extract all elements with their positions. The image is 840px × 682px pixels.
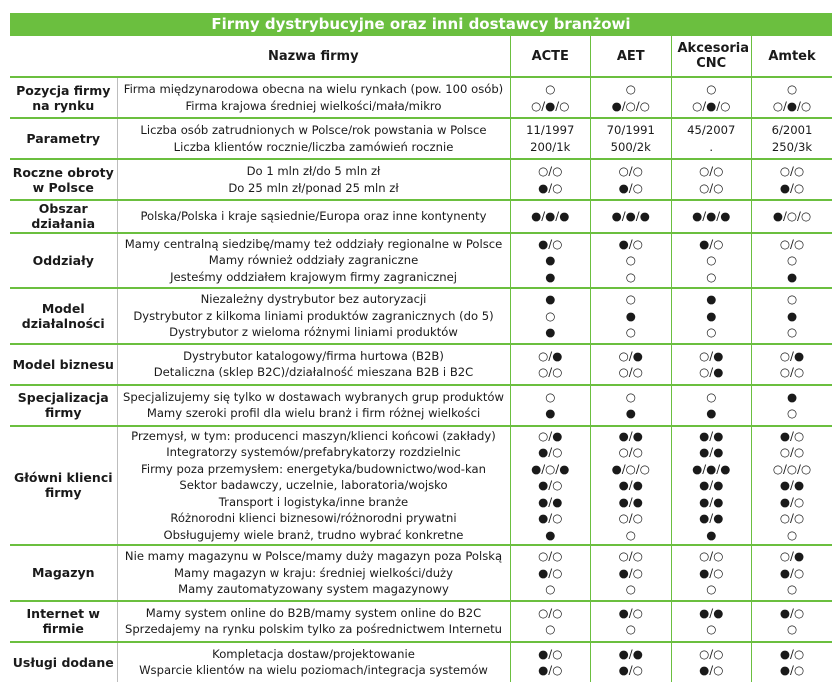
row-description: Sprzedajemy na rynku polskim tylko za pośrednictwem Internetu — [124, 622, 503, 636]
rating-value: ○/○ — [618, 549, 643, 563]
header-row — [10, 36, 832, 77]
rating-value: ●/○ — [699, 236, 724, 251]
rating-value: ○/●/○ — [692, 98, 731, 113]
row-description: Nie mamy magazynu w Polsce/mamy duży magazyn poza Polską — [124, 549, 503, 563]
row-description: Mamy zautomatyzowany system magazynowy — [178, 582, 449, 596]
header-blank — [10, 36, 117, 77]
value-cell-akcesoria-cnc — [671, 344, 752, 385]
rating-value: ○ — [786, 325, 798, 339]
rating-value: ○ — [786, 582, 798, 596]
rating-value: ○ — [625, 269, 636, 284]
rating-value: ○ — [706, 622, 717, 636]
rating-value: ● — [545, 253, 556, 267]
description-cell — [117, 642, 510, 682]
rating-value: ● — [706, 308, 717, 323]
rating-value: ● — [625, 406, 636, 420]
rating-value: ●/● — [538, 494, 563, 509]
rating-value: ●/○ — [779, 663, 805, 677]
comparison-table-panel — [10, 13, 832, 682]
rating-value: ●/○ — [618, 180, 643, 195]
rating-value: ○ — [786, 622, 798, 636]
rating-value: ● — [625, 308, 636, 323]
category-label: Obszar działania — [10, 200, 117, 233]
rating-value: ●/● — [618, 428, 643, 443]
value-cell-akcesoria-cnc — [671, 426, 752, 546]
category-label: Oddziały — [10, 233, 117, 289]
value-cell-aet — [591, 200, 672, 233]
rating-value: ○/○ — [779, 445, 805, 459]
row-description: Detaliczna (sklep B2C)/działalność mieszana B2B i B2C — [153, 365, 474, 379]
value-cell-amtek — [752, 118, 833, 159]
rating-value: ○/○/○ — [772, 461, 812, 476]
rating-value: ○/○ — [779, 511, 805, 525]
rating-value: ●/● — [699, 445, 724, 459]
header-company-akcesoria-cnc: Akcesoria CNC — [671, 36, 752, 77]
rating-value: ○/○ — [618, 365, 643, 379]
description-cell — [117, 77, 510, 118]
table-row-group — [10, 233, 832, 289]
rating-value: ● — [786, 389, 798, 404]
value-cell-akcesoria-cnc — [671, 200, 752, 233]
rating-value: ○ — [545, 622, 556, 636]
header-company-name: Nazwa firmy — [117, 36, 510, 77]
rating-value: ●/○ — [779, 605, 805, 620]
rating-value: ●/● — [699, 511, 724, 525]
rating-value: ○ — [625, 253, 636, 267]
rating-value: ●/● — [699, 494, 724, 509]
row-description: Mamy centralną siedzibę/mamy też oddziały regionalne w Polsce — [124, 236, 503, 251]
table-row-group — [10, 118, 832, 159]
rating-value: ○ — [786, 406, 798, 420]
header-company-acte: ACTE — [510, 36, 591, 77]
value-cell-aet — [591, 601, 672, 642]
rating-value: ●/● — [618, 478, 643, 492]
rating-value: ●/○ — [538, 445, 563, 459]
description-cell — [117, 118, 510, 159]
category-label: Pozycja firmy na rynku — [10, 77, 117, 118]
row-description: Liczba osób zatrudnionych w Polsce/rok powstania w Polsce — [140, 123, 487, 137]
rating-value: ○/○ — [618, 164, 643, 178]
rating-value: ○/● — [538, 348, 563, 363]
value-cell-akcesoria-cnc — [671, 233, 752, 289]
rating-value: ●/○ — [779, 428, 805, 443]
rating-value: ○/○ — [699, 164, 724, 178]
rating-value: ○/○ — [538, 365, 563, 379]
rating-value: ○/● — [779, 348, 805, 363]
value-cell-acte — [510, 601, 591, 642]
rating-value: ○ — [786, 527, 798, 542]
row-description: Dystrybutor z kilkoma liniami produktów zagranicznych (do 5) — [133, 308, 494, 323]
row-description: Sektor badawczy, uczelnie, laboratoria/wojsko — [179, 478, 448, 492]
value-cell-amtek — [752, 200, 833, 233]
rating-value: ●/●/● — [531, 209, 570, 223]
value-cell-aet — [591, 385, 672, 426]
value-cell-akcesoria-cnc — [671, 118, 752, 159]
row-description: Specjalizujemy się tylko w dostawach wybranych grup produktów — [123, 389, 504, 404]
rating-value: ●/○ — [779, 180, 805, 195]
rating-value: ●/●/● — [692, 209, 731, 223]
rating-value: ● — [786, 308, 798, 323]
value-cell-aet — [591, 288, 672, 344]
rating-value: ●/○ — [618, 236, 643, 251]
rating-value: ○ — [706, 325, 717, 339]
rating-value: ○/● — [699, 348, 724, 363]
rating-value: ○ — [706, 253, 717, 267]
row-description: Do 1 mln zł/do 5 mln zł — [246, 164, 381, 178]
rating-value: ●/○ — [538, 565, 563, 580]
value-cell-amtek — [752, 545, 833, 601]
description-cell — [117, 385, 510, 426]
rating-value: 11/1997 — [526, 123, 575, 137]
value-cell-akcesoria-cnc — [671, 545, 752, 601]
rating-value: ● — [706, 527, 717, 542]
description-cell — [117, 426, 510, 546]
category-label: Usługi dodane — [10, 642, 117, 682]
row-description: Liczba klientów rocznie/liczba zamówień rocznie — [173, 139, 454, 154]
rating-value: ○/○ — [618, 511, 643, 525]
row-description: Integratorzy systemów/prefabrykatorzy rozdzielnic — [166, 445, 461, 459]
rating-value: ●/○ — [779, 565, 805, 580]
description-cell — [117, 288, 510, 344]
rating-value: ●/○ — [538, 646, 563, 661]
row-description: Wsparcie klientów na wielu poziomach/integracja systemów — [139, 663, 488, 677]
value-cell-acte — [510, 642, 591, 682]
category-label: Magazyn — [10, 545, 117, 601]
row-description: Przemysł, w tym: producenci maszyn/klienci końcowi (zakłady) — [131, 428, 496, 443]
category-label: Model biznesu — [10, 344, 117, 385]
value-cell-aet — [591, 159, 672, 200]
row-description: Polska/Polska i kraje sąsiednie/Europa oraz inne kontynenty — [140, 209, 487, 223]
row-description: Dystrybutor katalogowy/firma hurtowa (B2B) — [183, 348, 444, 363]
rating-value: ●/○ — [538, 511, 563, 525]
value-cell-aet — [591, 77, 672, 118]
rating-value: ●/○ — [618, 565, 643, 580]
rating-value: ●/○ — [699, 565, 724, 580]
value-cell-aet — [591, 426, 672, 546]
rating-value: ○ — [625, 325, 636, 339]
rating-value: ●/● — [779, 478, 805, 492]
value-cell-acte — [510, 233, 591, 289]
rating-value: ●/○ — [779, 494, 805, 509]
rating-value: ○ — [545, 308, 556, 323]
rating-value: 200/1k — [530, 139, 571, 154]
value-cell-akcesoria-cnc — [671, 288, 752, 344]
rating-value: ○/● — [699, 365, 724, 379]
rating-value: ● — [786, 269, 798, 284]
value-cell-amtek — [752, 233, 833, 289]
value-cell-akcesoria-cnc — [671, 385, 752, 426]
row-description: Kompletacja dostaw/projektowanie — [212, 646, 415, 661]
rating-value: ○/○ — [699, 646, 724, 661]
rating-value: ○ — [625, 292, 636, 306]
table-row-group — [10, 288, 832, 344]
rating-value: ○/○ — [779, 164, 805, 178]
rating-value: ○ — [706, 389, 717, 404]
rating-value: 70/1991 — [606, 123, 655, 137]
description-cell — [117, 344, 510, 385]
rating-value: ○/○ — [699, 549, 724, 563]
rating-value: ●/● — [699, 605, 724, 620]
value-cell-acte — [510, 159, 591, 200]
rating-value: ○ — [786, 253, 798, 267]
value-cell-acte — [510, 77, 591, 118]
value-cell-aet — [591, 344, 672, 385]
rating-value: ●/○ — [538, 236, 563, 251]
rating-value: ○ — [786, 82, 798, 96]
rating-value: ○ — [545, 582, 556, 596]
value-cell-akcesoria-cnc — [671, 642, 752, 682]
rating-value: ●/○/○ — [611, 98, 650, 113]
value-cell-aet — [591, 545, 672, 601]
value-cell-amtek — [752, 344, 833, 385]
rating-value: ○ — [625, 582, 636, 596]
value-cell-akcesoria-cnc — [671, 77, 752, 118]
row-description: Mamy szeroki profil dla wielu branż i firm różnej wielkości — [146, 406, 481, 420]
row-description: Mamy system online do B2B/mamy system online do B2C — [145, 605, 482, 620]
value-cell-aet — [591, 642, 672, 682]
value-cell-acte — [510, 118, 591, 159]
rating-value: ○/○ — [779, 365, 805, 379]
value-cell-amtek — [752, 77, 833, 118]
rating-value: ●/● — [699, 428, 724, 443]
value-cell-akcesoria-cnc — [671, 159, 752, 200]
header-company-aet: AET — [591, 36, 672, 77]
table-title: Firmy dystrybucyjne oraz inni dostawcy branżowi — [10, 13, 832, 36]
row-description: Mamy magazyn w kraju: średniej wielkości/duży — [173, 565, 453, 580]
rating-value: ●/○ — [618, 663, 643, 677]
value-cell-amtek — [752, 601, 833, 642]
description-cell — [117, 233, 510, 289]
rating-value: 45/2007 — [687, 123, 736, 137]
header-company-amtek: Amtek — [752, 36, 833, 77]
row-description: Firmy poza przemysłem: energetyka/budownictwo/wod-kan — [141, 461, 486, 476]
rating-value: ●/● — [618, 646, 643, 661]
table-body — [10, 77, 832, 682]
rating-value: ● — [545, 269, 556, 284]
rating-value: ●/○/● — [531, 461, 570, 476]
rating-value: 6/2001 — [771, 123, 813, 137]
table-row-group — [10, 385, 832, 426]
rating-value: ○ — [545, 389, 556, 404]
rating-value: ○/○ — [618, 445, 643, 459]
rating-value: ●/● — [699, 478, 724, 492]
row-description: Jesteśmy oddziałem krajowym firmy zagranicznej — [170, 269, 457, 284]
rating-value: ●/○ — [538, 180, 563, 195]
rating-value: ○ — [625, 527, 636, 542]
row-description: Firma krajowa średniej wielkości/mała/mikro — [185, 98, 442, 113]
value-cell-acte — [510, 426, 591, 546]
rating-value: ○ — [625, 82, 636, 96]
rating-value: ○/●/○ — [772, 98, 812, 113]
rating-value: 500/2k — [610, 139, 651, 154]
description-cell — [117, 601, 510, 642]
rating-value: ●/● — [618, 494, 643, 509]
description-cell — [117, 200, 510, 233]
value-cell-amtek — [752, 385, 833, 426]
rating-value: ●/○/○ — [611, 461, 650, 476]
rating-value: ●/○ — [538, 478, 563, 492]
rating-value: ○/● — [538, 428, 563, 443]
table-row-group — [10, 77, 832, 118]
rating-value: ● — [545, 292, 556, 306]
rating-value: ● — [545, 325, 556, 339]
row-description: Transport i logistyka/inne branże — [218, 494, 409, 509]
rating-value: ○/○ — [538, 605, 563, 620]
rating-value: ○ — [786, 292, 798, 306]
row-description: Różnorodni klienci biznesowi/różnorodni prywatni — [170, 511, 457, 525]
table-row-group — [10, 426, 832, 546]
category-label: Model działalności — [10, 288, 117, 344]
rating-value: ● — [706, 406, 717, 420]
table-row-group — [10, 344, 832, 385]
rating-value: 250/3k — [771, 139, 813, 154]
table-row-group — [10, 642, 832, 682]
rating-value: ○/○ — [699, 180, 724, 195]
rating-value: ○ — [706, 269, 717, 284]
category-label: Roczne obroty w Polsce — [10, 159, 117, 200]
rating-value: ○/● — [779, 549, 805, 563]
row-description: Dystrybutor z wieloma różnymi liniami produktów — [169, 325, 458, 339]
value-cell-acte — [510, 545, 591, 601]
table-row-group — [10, 601, 832, 642]
rating-value: ●/○ — [538, 663, 563, 677]
value-cell-amtek — [752, 642, 833, 682]
rating-value: ○ — [706, 82, 717, 96]
category-label: Internet w firmie — [10, 601, 117, 642]
rating-value: ○/○ — [538, 164, 563, 178]
rating-value: ●/○ — [699, 663, 724, 677]
row-description: Obsługujemy wiele branż, trudno wybrać konkretne — [163, 527, 464, 542]
category-label: Główni klienci firmy — [10, 426, 117, 546]
rating-value: ● — [545, 406, 556, 420]
rating-value: ○/● — [618, 348, 643, 363]
value-cell-aet — [591, 118, 672, 159]
rating-value: ●/○/○ — [772, 209, 812, 223]
table-row-group — [10, 200, 832, 233]
value-cell-aet — [591, 233, 672, 289]
rating-value: ○/○ — [779, 236, 805, 251]
category-label: Specjalizacja firmy — [10, 385, 117, 426]
rating-value: ●/○ — [618, 605, 643, 620]
rating-value: ○/●/○ — [531, 98, 570, 113]
value-cell-amtek — [752, 159, 833, 200]
description-cell — [117, 545, 510, 601]
table-row-group — [10, 545, 832, 601]
table-row-group — [10, 159, 832, 200]
value-cell-acte — [510, 288, 591, 344]
rating-value: ○/○ — [538, 549, 563, 563]
rating-value: ○ — [625, 389, 636, 404]
rating-value: ●/●/● — [692, 461, 731, 476]
value-cell-amtek — [752, 288, 833, 344]
rating-value: ○ — [545, 82, 556, 96]
category-label: Parametry — [10, 118, 117, 159]
rating-value: ● — [545, 527, 556, 542]
rating-value: ○ — [706, 582, 717, 596]
rating-value: ○ — [625, 622, 636, 636]
rating-value: ● — [706, 292, 717, 306]
row-description: Do 25 mln zł/ponad 25 mln zł — [228, 180, 399, 195]
value-cell-acte — [510, 344, 591, 385]
value-cell-acte — [510, 385, 591, 426]
row-description: Firma międzynarodowa obecna na wielu rynkach (pow. 100 osób) — [123, 82, 504, 96]
description-cell — [117, 159, 510, 200]
value-cell-akcesoria-cnc — [671, 601, 752, 642]
row-description: Niezależny dystrybutor bez autoryzacji — [200, 292, 427, 306]
rating-value: ●/●/● — [611, 209, 650, 223]
comparison-table — [10, 36, 832, 682]
value-cell-amtek — [752, 426, 833, 546]
row-description: Mamy również oddziały zagraniczne — [208, 253, 419, 267]
rating-value: . — [709, 139, 714, 154]
value-cell-acte — [510, 200, 591, 233]
rating-value: ●/○ — [779, 646, 805, 661]
